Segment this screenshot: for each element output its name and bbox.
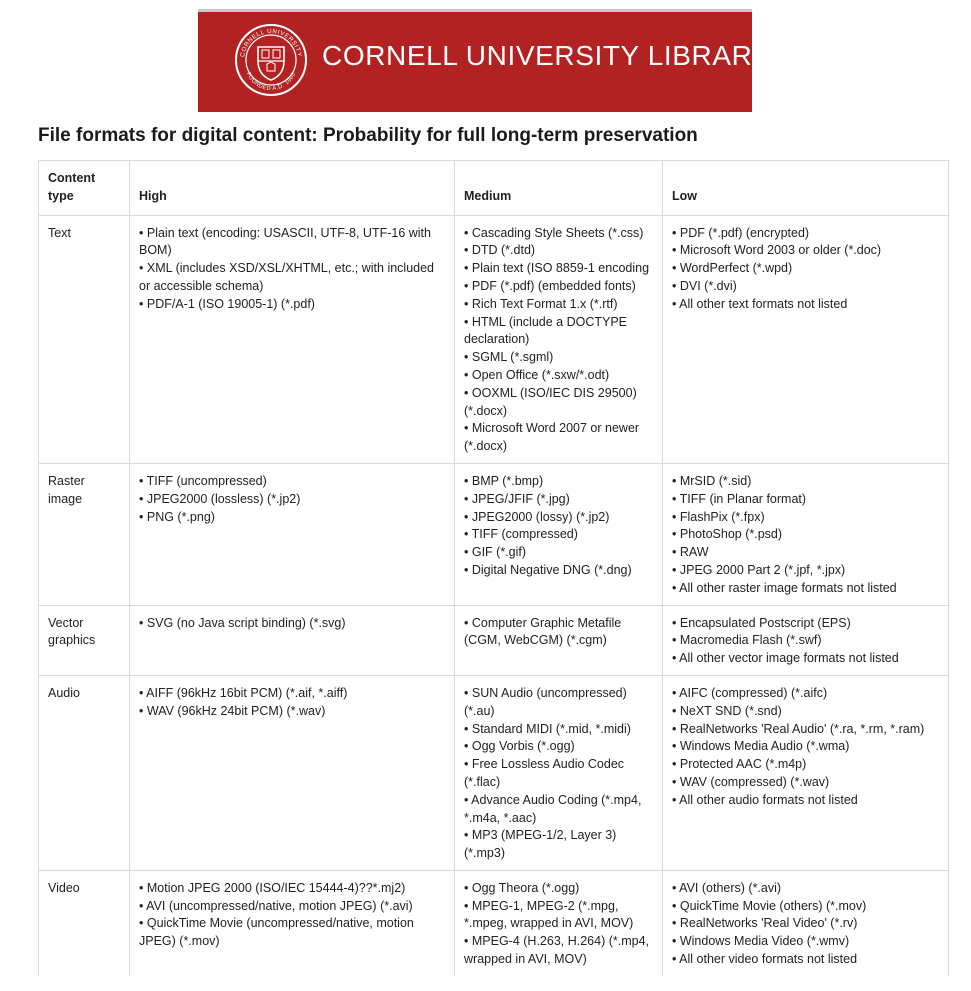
format-list-item: • Windows Media Video (*.wmv) [672,933,939,951]
format-list-item: • BMP (*.bmp) [464,473,653,491]
format-list-item: • AVI (others) (*.avi) [672,880,939,898]
content-type-cell: Raster image [39,463,130,605]
table-header-row [39,161,949,216]
header-content-type: Content type [39,161,130,216]
cornell-seal-icon [234,23,308,97]
table-body [39,215,949,976]
high-formats-cell [130,870,455,975]
cornell-library-banner [198,9,772,112]
content-type-cell: Audio [39,675,130,870]
format-list-item: • AVI (uncompressed/native, motion JPEG) (*.avi) [139,898,445,916]
format-list-item: • TIFF (in Planar format) [672,491,939,509]
format-list-item: • All other video formats not listed [672,951,939,969]
format-list-item: • AIFF (96kHz 16bit PCM) (*.aif, *.aiff) [139,685,445,703]
header-medium: Medium [455,161,663,216]
medium-formats-cell [455,605,663,675]
format-list-item: • JPEG2000 (lossless) (*.jp2) [139,491,445,509]
format-list-item: • All other text formats not listed [672,296,939,314]
format-list-item: • Microsoft Word 2007 or newer (*.docx) [464,420,653,456]
format-list-item: • Rich Text Format 1.x (*.rtf) [464,296,653,314]
table-row [39,675,949,870]
format-list-item: • All other vector image formats not listed [672,650,939,668]
table-row [39,870,949,975]
table-row [39,215,949,463]
format-list-item: • TIFF (compressed) [464,526,653,544]
format-list-item: • PhotoShop (*.psd) [672,526,939,544]
format-list-item: • MPEG-4 (H.263, H.264) (*.mp4, wrapped in AVI, MOV) [464,933,653,969]
format-list-item: • Cascading Style Sheets (*.css) [464,225,653,243]
format-list-item: • Plain text (encoding: USASCII, UTF-8, UTF-16 with BOM) [139,225,445,261]
high-formats-cell [130,675,455,870]
medium-formats-cell [455,215,663,463]
format-list-item: • PNG (*.png) [139,509,445,527]
file-formats-table [38,160,949,976]
low-formats-cell [663,870,949,975]
format-list-item: • WordPerfect (*.wpd) [672,260,939,278]
medium-formats-cell [455,463,663,605]
format-list-item: • Ogg Vorbis (*.ogg) [464,738,653,756]
low-formats-cell [663,215,949,463]
format-list-item: • SGML (*.sgml) [464,349,653,367]
format-list-item: • Plain text (ISO 8859-1 encoding [464,260,653,278]
format-list-item: • RealNetworks 'Real Audio' (*.ra, *.rm, *.ram) [672,721,939,739]
format-list-item: • GIF (*.gif) [464,544,653,562]
table-row [39,463,949,605]
low-formats-cell [663,605,949,675]
format-list-item: • PDF/A-1 (ISO 19005-1) (*.pdf) [139,296,445,314]
format-list-item: • RealNetworks 'Real Video' (*.rv) [672,915,939,933]
format-list-item: • OOXML (ISO/IEC DIS 29500) (*.docx) [464,385,653,421]
medium-formats-cell [455,675,663,870]
format-list-item: • Open Office (*.sxw/*.odt) [464,367,653,385]
seal-text-bottom: FOUNDED A.D. 1865 [244,71,298,93]
format-list-item: • TIFF (uncompressed) [139,473,445,491]
format-list-item: • JPEG/JFIF (*.jpg) [464,491,653,509]
format-list-item: • MP3 (MPEG-1/2, Layer 3) (*.mp3) [464,827,653,863]
format-list-item: • SUN Audio (uncompressed) (*.au) [464,685,653,721]
format-list-item: • DVI (*.dvi) [672,278,939,296]
high-formats-cell [130,605,455,675]
medium-formats-cell [455,870,663,975]
banner-title: CORNELL UNIVERSITY LIBRARY [322,40,772,71]
format-list-item: • MrSID (*.sid) [672,473,939,491]
page-title: File formats for digital content: Probability for full long-term preservation [38,125,698,146]
format-list-item: • Standard MIDI (*.mid, *.midi) [464,721,653,739]
header-high: High [130,161,455,216]
format-list-item: • All other audio formats not listed [672,792,939,810]
low-formats-cell [663,675,949,870]
format-list-item: • Protected AAC (*.m4p) [672,756,939,774]
format-list-item: • PDF (*.pdf) (encrypted) [672,225,939,243]
format-list-item: • JPEG2000 (lossy) (*.jp2) [464,509,653,527]
format-list-item: • WAV (compressed) (*.wav) [672,774,939,792]
header-low: Low [663,161,949,216]
format-list-item: • Advance Audio Coding (*.mp4, *.m4a, *.aac) [464,792,653,828]
content-type-cell: Text [39,215,130,463]
content-type-cell: Video [39,870,130,975]
format-list-item: • QuickTime Movie (uncompressed/native, motion JPEG) (*.mov) [139,915,445,951]
format-list-item: • RAW [672,544,939,562]
content-type-cell: Vector graphics [39,605,130,675]
format-list-item: • Ogg Theora (*.ogg) [464,880,653,898]
format-list-item: • Free Lossless Audio Codec (*.flac) [464,756,653,792]
format-list-item: • Computer Graphic Metafile (CGM, WebCGM) (*.cgm) [464,615,653,651]
format-list-item: • Motion JPEG 2000 (ISO/IEC 15444-4)??*.mj2) [139,880,445,898]
format-list-item: • SVG (no Java script binding) (*.svg) [139,615,445,633]
format-list-item: • NeXT SND (*.snd) [672,703,939,721]
format-list-item: • MPEG-1, MPEG-2 (*.mpg, *.mpeg, wrapped in AVI, MOV) [464,898,653,934]
format-list-item: • AIFC (compressed) (*.aifc) [672,685,939,703]
table-row [39,605,949,675]
format-list-item: • PDF (*.pdf) (embedded fonts) [464,278,653,296]
format-list-item: • QuickTime Movie (others) (*.mov) [672,898,939,916]
format-list-item: • JPEG 2000 Part 2 (*.jpf, *.jpx) [672,562,939,580]
format-list-item: • All other raster image formats not listed [672,580,939,598]
format-list-item: • Encapsulated Postscript (EPS) [672,615,939,633]
seal-text-top: CORNELL UNIVERSITY [239,27,303,58]
format-list-item: • HTML (include a DOCTYPE declaration) [464,314,653,350]
format-list-item: • DTD (*.dtd) [464,242,653,260]
format-list-item: • FlashPix (*.fpx) [672,509,939,527]
format-list-item: • Macromedia Flash (*.swf) [672,632,939,650]
format-list-item: • Digital Negative DNG (*.dng) [464,562,653,580]
format-list-item: • Windows Media Audio (*.wma) [672,738,939,756]
format-list-item: • Microsoft Word 2003 or older (*.doc) [672,242,939,260]
high-formats-cell [130,463,455,605]
high-formats-cell [130,215,455,463]
format-list-item: • WAV (96kHz 24bit PCM) (*.wav) [139,703,445,721]
low-formats-cell [663,463,949,605]
format-list-item: • XML (includes XSD/XSL/XHTML, etc.; with included or accessible schema) [139,260,445,296]
